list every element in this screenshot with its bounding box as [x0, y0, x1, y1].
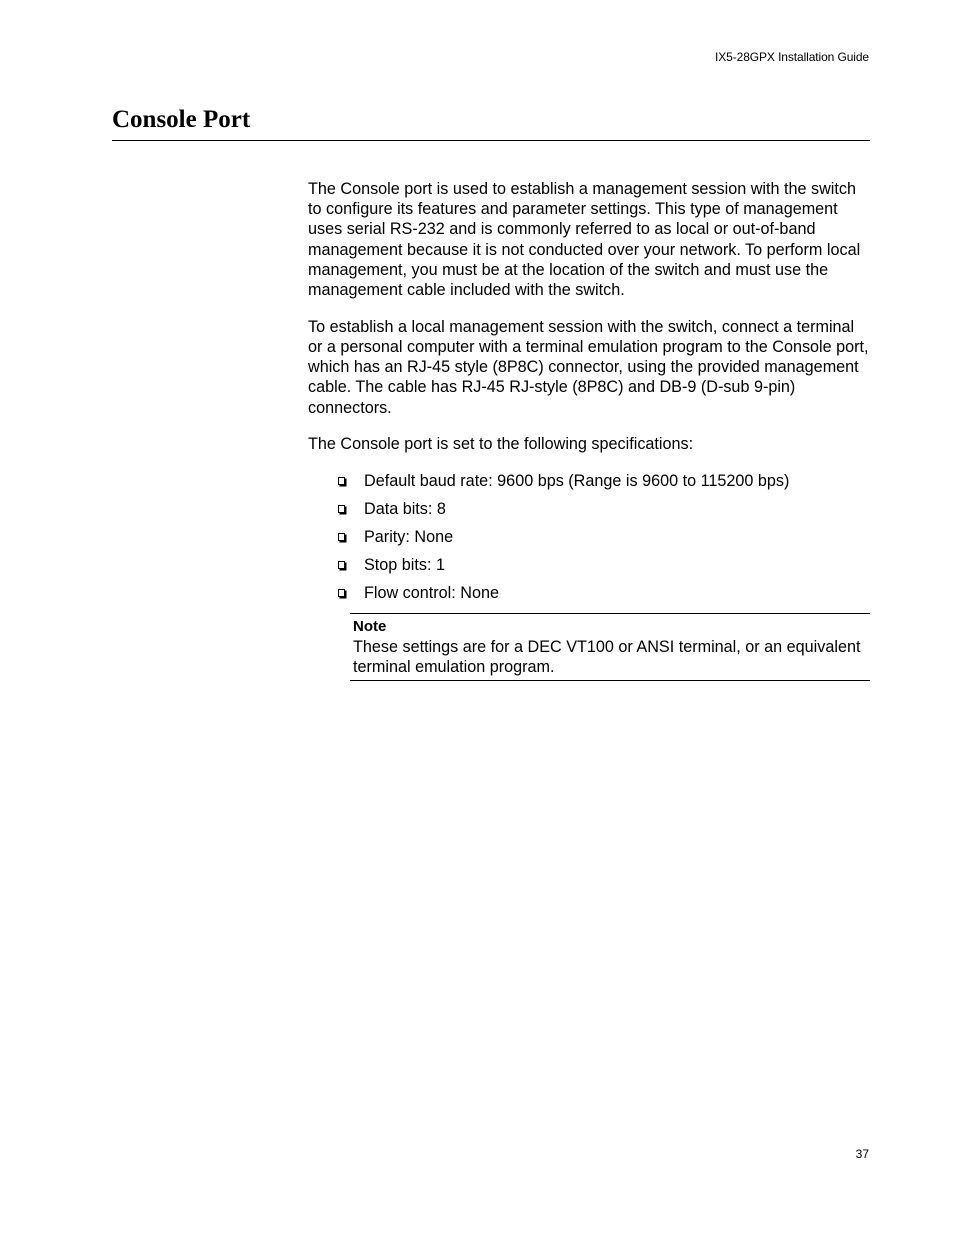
paragraph-specs-intro: The Console port is set to the following specifications: — [308, 435, 694, 454]
running-header: IX5-28GPX Installation Guide — [715, 50, 869, 64]
checkbox-bullet-icon — [338, 589, 345, 597]
list-item — [336, 471, 870, 499]
note-text: These settings are for a DEC VT100 or ANSI terminal, or an equivalent terminal emulation program. — [353, 637, 861, 677]
title-rule — [112, 140, 870, 141]
body-content — [308, 179, 870, 681]
list-item — [336, 499, 870, 527]
spec-text: Parity: None — [364, 527, 454, 546]
list-item — [336, 555, 870, 583]
checkbox-bullet-icon — [338, 477, 345, 485]
note-box — [350, 613, 870, 681]
paragraph-intro: The Console port is used to establish a management session with the switch to configure its features and parameter settings. This type of management uses serial RS-232 and is commonly referred to as local or out-of-band management because it is not conducted over your network. To perform local management, you must be at the location of the switch and must use the management cable included with the switch. — [308, 180, 861, 300]
page-number: 37 — [855, 1147, 869, 1161]
spec-list — [308, 471, 870, 611]
section-title: Console Port — [112, 106, 251, 133]
list-item — [336, 527, 870, 555]
spec-text: Flow control: None — [364, 583, 499, 602]
checkbox-bullet-icon — [338, 505, 345, 513]
checkbox-bullet-icon — [338, 561, 345, 569]
spec-text: Default baud rate: 9600 bps (Range is 9600 to 115200 bps) — [364, 471, 790, 490]
spec-text: Data bits: 8 — [364, 499, 446, 518]
checkbox-bullet-icon — [338, 533, 345, 541]
list-item — [336, 583, 870, 611]
note-label: Note — [353, 617, 387, 635]
paragraph-connection: To establish a local management session with the switch, connect a terminal or a personal computer with a terminal emulation program to the Console port, which has an RJ-45 style (8P8C) connector, using the provided management cable. The cable has RJ-45 RJ-style (8P8C) and DB-9 (D-sub 9-pin) connectors. — [308, 317, 869, 417]
spec-text: Stop bits: 1 — [364, 555, 445, 574]
